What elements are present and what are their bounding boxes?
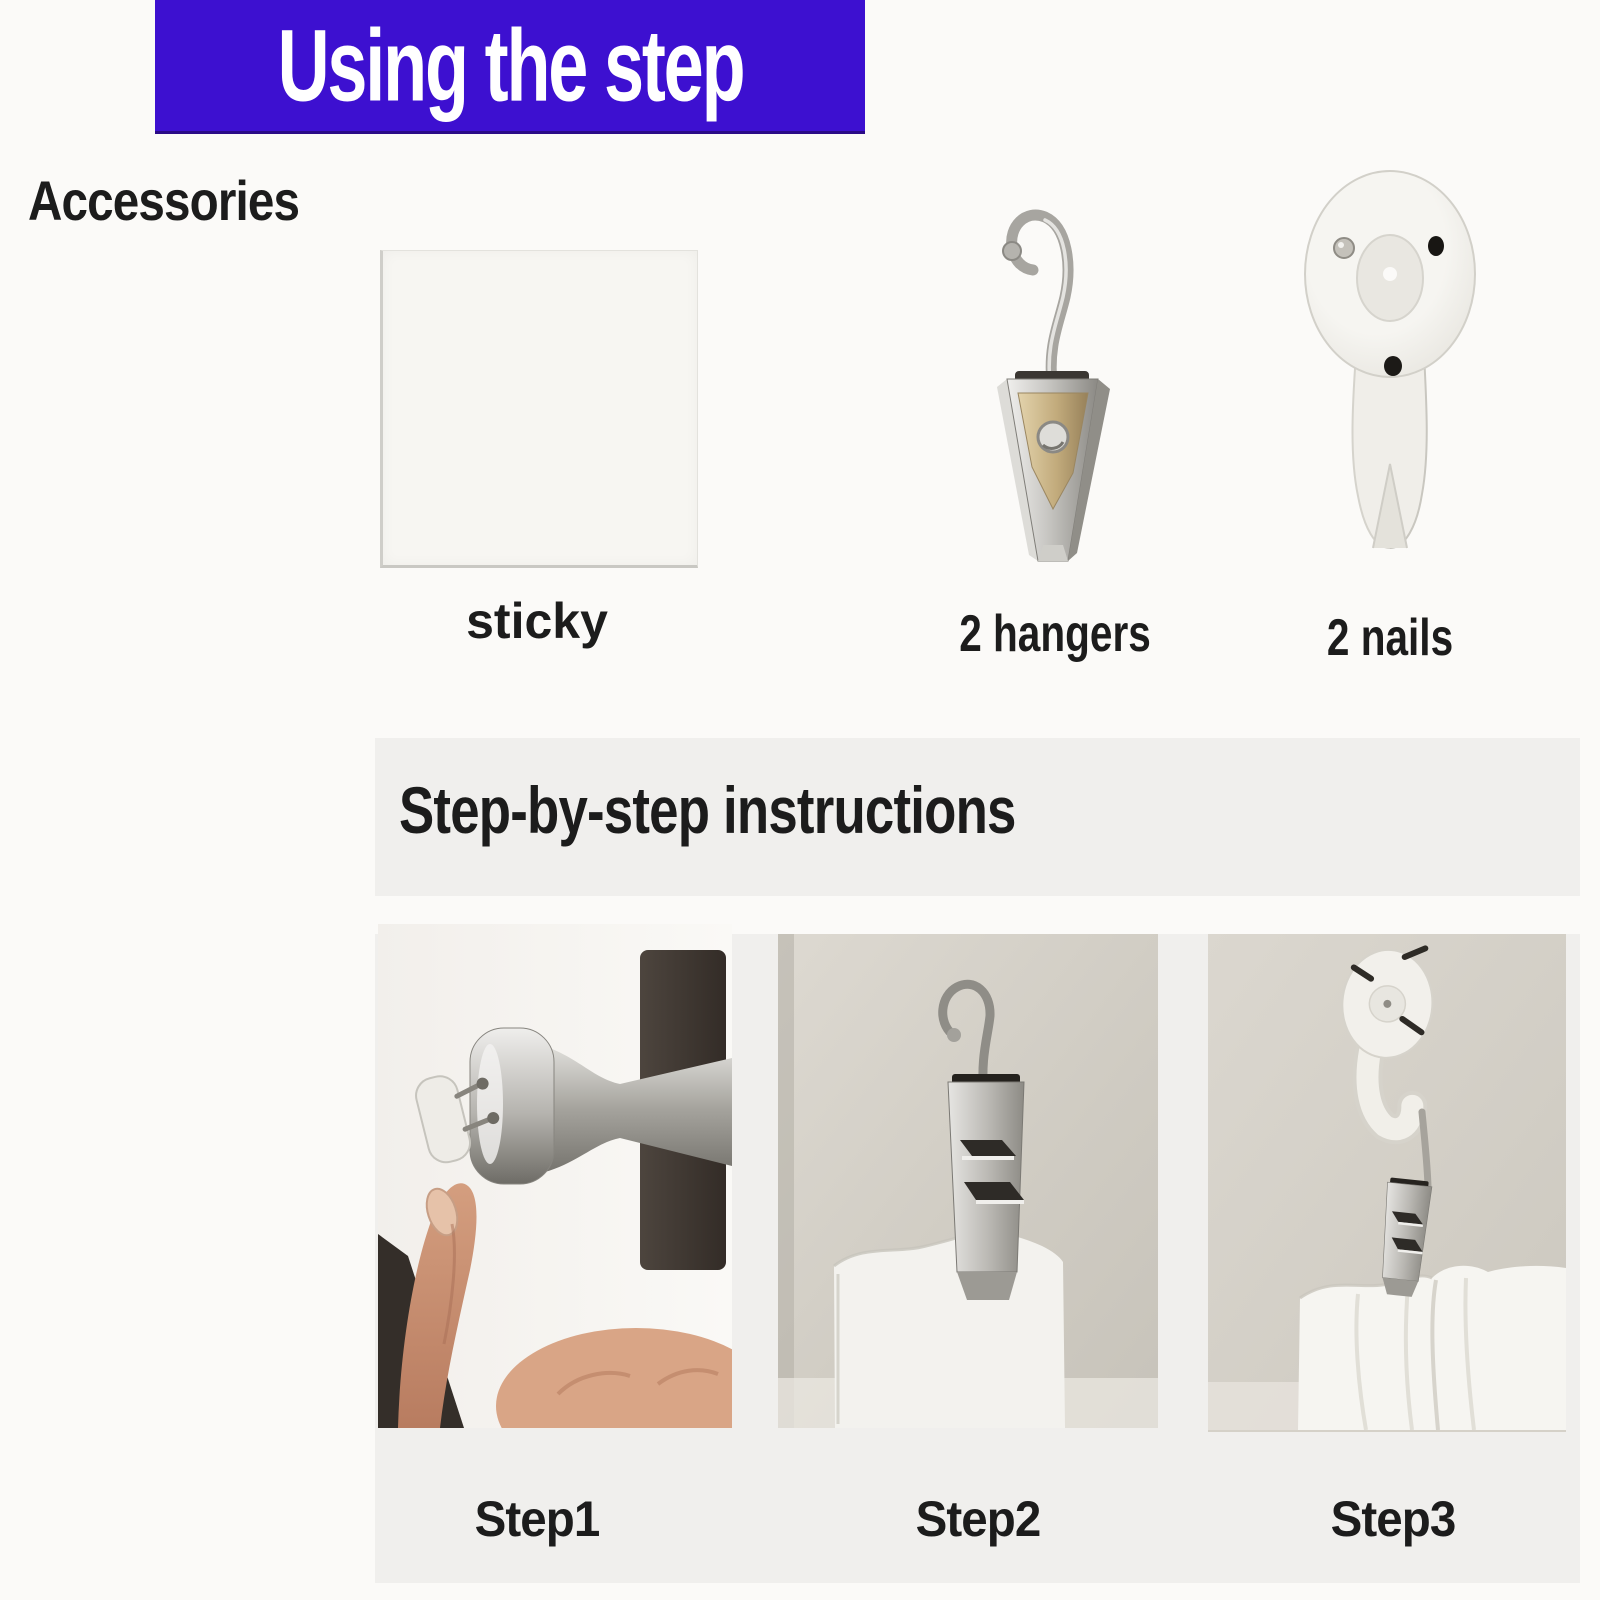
nails-label: 2 nails <box>1326 609 1454 667</box>
paper-sheet <box>834 1232 1065 1428</box>
step2-clip-paper-illustration <box>778 934 1158 1428</box>
hanger-clip-figure <box>955 165 1150 565</box>
wall-edge-shadow <box>778 934 794 1428</box>
step2-photo <box>778 934 1158 1428</box>
nail-hook-figure <box>1298 158 1483 556</box>
hangers-label: 2 hangers <box>959 605 1151 663</box>
step1-label: Step1 <box>474 1491 600 1547</box>
step1-photo <box>378 924 732 1428</box>
hanger-clip <box>948 1074 1024 1300</box>
sticky-label: sticky <box>466 593 608 649</box>
step3-photo <box>1208 934 1566 1432</box>
step2-label: Step2 <box>915 1491 1041 1547</box>
instructions-heading: Step-by-step instructions <box>399 773 1016 847</box>
sticky-pad-icon <box>380 250 698 568</box>
nail-hook-body <box>1353 354 1427 548</box>
hanging-cloth <box>1298 1266 1566 1430</box>
title-banner <box>155 0 865 134</box>
step3-hanging-illustration <box>1208 934 1566 1430</box>
step1-hammering-illustration <box>378 924 732 1428</box>
nail-hook-icon <box>1298 158 1483 556</box>
clip-body <box>997 371 1110 561</box>
hook-wire <box>1003 215 1068 383</box>
page-title: Using the step <box>277 8 743 123</box>
hanger-clip-icon <box>955 165 1150 565</box>
nail-hook-head <box>1305 171 1475 377</box>
accessories-heading: Accessories <box>28 169 300 232</box>
step3-label: Step3 <box>1330 1491 1456 1547</box>
instructions-panel <box>375 738 1580 1583</box>
